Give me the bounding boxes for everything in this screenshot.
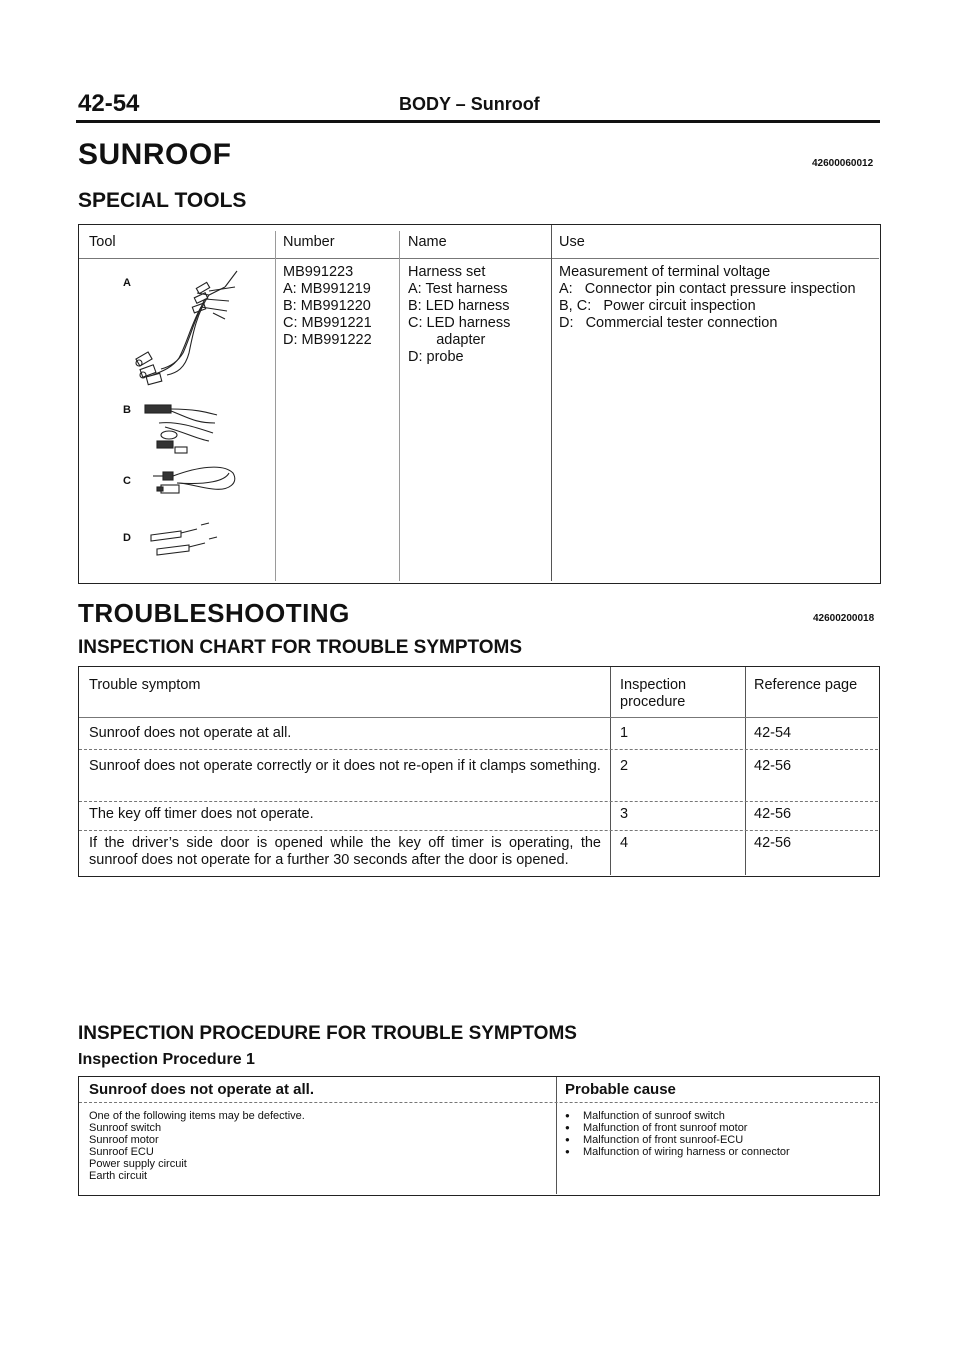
- tool-uses: [559, 264, 856, 332]
- inspection-chart-table: [78, 666, 880, 877]
- header-trouble-symptom: Trouble symptom: [89, 677, 201, 693]
- procedure-col-rule: [556, 1077, 557, 1194]
- procedure-row-1: 1: [620, 725, 629, 741]
- chart-row-rule: [79, 801, 878, 802]
- header-number: Number: [283, 234, 335, 250]
- inspection-procedure-table: [78, 1076, 880, 1196]
- use-d: D: Commercial tester connection: [559, 315, 778, 331]
- chart-row-rule: [79, 830, 878, 831]
- symptom-row-3: The key off timer does not operate.: [89, 806, 314, 822]
- number-c: C: MB991221: [283, 315, 372, 331]
- header-use: Use: [559, 234, 585, 250]
- probable-cause-header: Probable cause: [565, 1081, 676, 1098]
- tool-names: [408, 264, 510, 366]
- troubleshooting-code: 42600200018: [813, 613, 875, 624]
- page-number: 42-54: [78, 90, 140, 117]
- harness-set-illustration: [117, 263, 267, 578]
- description-line: Sunroof switch: [89, 1122, 162, 1134]
- procedure-row-2: 2: [620, 758, 629, 774]
- header-tool: Tool: [89, 234, 116, 250]
- reference-row-2: 42-56: [754, 758, 792, 774]
- chart-header-rule: [79, 717, 878, 718]
- section-title: BODY – Sunroof: [399, 94, 540, 114]
- chart-col-rule: [745, 667, 746, 875]
- sunroof-title: SUNROOF: [78, 138, 232, 171]
- number-set: MB991223: [283, 264, 354, 280]
- reference-row-3: 42-56: [754, 806, 792, 822]
- description-line: Power supply circuit: [89, 1158, 187, 1170]
- description-line: Earth circuit: [89, 1170, 148, 1182]
- cause-item: ● Malfunction of sunroof switch: [565, 1110, 790, 1122]
- name-c-cont: adapter: [408, 332, 486, 348]
- use-bc: B, C: Power circuit inspection: [559, 298, 756, 314]
- troubleshooting-title: TROUBLESHOOTING: [78, 598, 350, 628]
- procedure-symptom-header: Sunroof does not operate at all.: [89, 1081, 315, 1098]
- tool-label-d: D: [123, 532, 131, 544]
- number-d: D: MB991222: [283, 332, 372, 348]
- description-line: Sunroof ECU: [89, 1146, 154, 1158]
- name-c: C: LED harness: [408, 315, 511, 331]
- reference-row-1: 42-54: [754, 725, 792, 741]
- inspection-procedure-subtitle: Inspection Procedure 1: [78, 1051, 255, 1068]
- tools-col-rule: [399, 231, 400, 581]
- symptom-row-4: If the driver’s side door is opened while the key off timer is operating, the sunroof does not operate for a further 30 seconds after the door is opened.: [89, 835, 601, 868]
- cause-item: ● Malfunction of wiring harness or connector: [565, 1146, 790, 1158]
- cause-item: ● Malfunction of front sunroof motor: [565, 1122, 790, 1134]
- header-reference-page: Reference page: [754, 677, 858, 693]
- procedure-header-rule: [79, 1102, 878, 1103]
- procedure-row-3: 3: [620, 806, 629, 822]
- tool-numbers: [283, 264, 372, 349]
- tool-label-a: A: [123, 277, 131, 289]
- harness-lead: [225, 271, 237, 287]
- use-set: Measurement of terminal voltage: [559, 264, 771, 280]
- tool-label-b: B: [123, 404, 131, 416]
- tool-label-c: C: [123, 475, 131, 487]
- tools-col-rule: [275, 231, 276, 581]
- chart-row-rule: [79, 749, 878, 750]
- symptom-row-2: Sunroof does not operate correctly or it does not re-open if it clamps something.: [89, 758, 601, 774]
- procedure-description: [89, 1110, 305, 1182]
- name-a: A: Test harness: [408, 281, 508, 297]
- header-inspection-procedure: Inspection procedure: [620, 677, 687, 710]
- probable-cause-list: [565, 1110, 790, 1158]
- reference-row-4: 42-56: [754, 835, 792, 851]
- chart-col-rule: [610, 667, 611, 875]
- number-a: A: MB991219: [283, 281, 371, 297]
- number-b: B: MB991220: [283, 298, 371, 314]
- procedure-row-4: 4: [620, 835, 629, 851]
- description-line: One of the following items may be defective.: [89, 1110, 305, 1122]
- sunroof-code: 42600060012: [812, 158, 874, 169]
- special-tools-table: [78, 224, 881, 584]
- inspection-chart-title: INSPECTION CHART FOR TROUBLE SYMPTOMS: [78, 637, 523, 658]
- header-rule: [76, 120, 880, 123]
- tools-header-rule: [79, 258, 879, 259]
- name-d: D: probe: [408, 349, 464, 365]
- special-tools-title: SPECIAL TOOLS: [78, 189, 247, 212]
- symptom-row-1: Sunroof does not operate at all.: [89, 725, 292, 741]
- header-name: Name: [408, 234, 447, 250]
- cause-item: ● Malfunction of front sunroof-ECU: [565, 1134, 790, 1146]
- name-set: Harness set: [408, 264, 486, 280]
- name-b: B: LED harness: [408, 298, 510, 314]
- description-line: Sunroof motor: [89, 1134, 159, 1146]
- inspection-procedure-title: INSPECTION PROCEDURE FOR TROUBLE SYMPTOMS: [78, 1023, 577, 1044]
- use-a: A: Connector pin contact pressure inspection: [559, 281, 856, 297]
- tools-col-rule: [551, 225, 552, 581]
